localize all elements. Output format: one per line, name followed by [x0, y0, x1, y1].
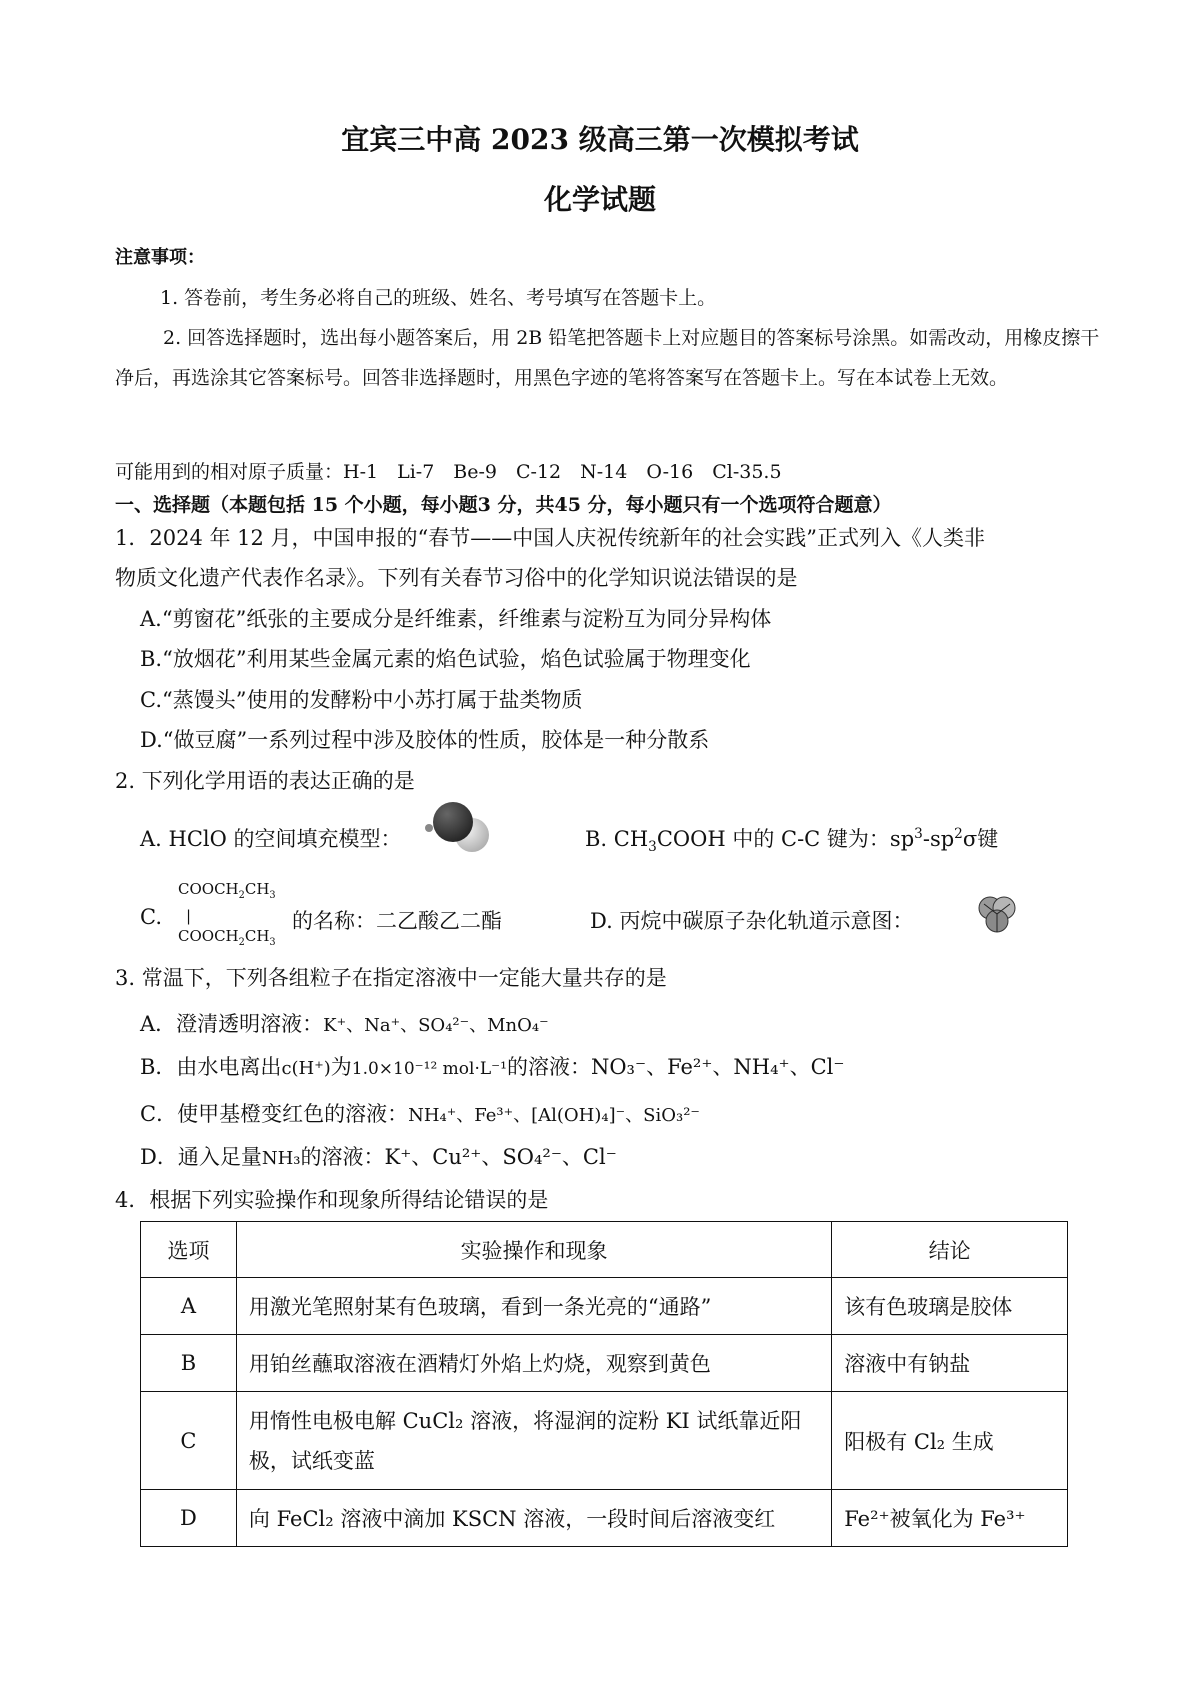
q3-b-label: B．由水电离出	[140, 1055, 282, 1079]
table-cell-option: D	[141, 1490, 237, 1547]
q2-option-b: B. $CH_3COOH$ 中的 C-C 键为：$sp^3-sp^2\sigma$键	[585, 826, 999, 856]
atomic-masses: 可能用到的相对原子质量：H-1 Li-7 Be-9 C-12 N-14 O-16 Cl-35.5	[115, 461, 782, 483]
table-header-row	[141, 1222, 1068, 1278]
q3-c-ions: NH₄⁺、Fe³⁺、[Al(OH)₄]⁻、SiO₃²⁻	[408, 1105, 700, 1126]
hclo-space-filling-model	[425, 802, 505, 862]
table-cell-operation: 用惰性电极电解 CuCl₂ 溶液，将湿润的淀粉 KI 试纸靠近阳极，试纸变蓝	[236, 1392, 831, 1490]
q2-option-c-label: C.	[140, 905, 162, 929]
table-cell-option: B	[141, 1335, 237, 1392]
table-cell-option: A	[141, 1278, 237, 1335]
q3-option-b	[140, 1051, 844, 1081]
q3-option-d	[140, 1141, 617, 1171]
exam-subtitle: 化学试题	[543, 183, 656, 216]
table-row	[141, 1392, 1068, 1490]
notes-item-2: 2. 回答选择题时，选出每小题答案后，用 2B 铅笔把答题卡上对应题目的答案标号涂黑。如需改动，用橡皮擦干净后，再选涂其它答案标号。回答非选择题时，用黑色字迹的笔将答案写在答题卡上。写在本试卷上无效。	[115, 327, 1100, 389]
notes-item-1: 1. 答卷前，考生务必将自己的班级、姓名、考号填写在答题卡上。	[160, 287, 717, 309]
table-cell-conclusion: Fe²⁺被氧化为 Fe³⁺	[832, 1490, 1068, 1547]
exam-title: 宜宾三中高 2023 级高三第一次模拟考试	[341, 123, 859, 156]
q2-c-top: COOCH	[178, 880, 239, 898]
table-cell-operation: 用激光笔照射某有色玻璃，看到一条光亮的“通路”	[236, 1278, 831, 1335]
q2-stem: 2. 下列化学用语的表达正确的是	[115, 769, 415, 793]
table-row	[141, 1278, 1068, 1335]
q3-option-c	[140, 1098, 700, 1128]
table-row	[141, 1490, 1068, 1547]
q2-option-a: A. HClO 的空间填充模型：	[140, 827, 402, 851]
q1-option-a: A.“剪窗花”纸张的主要成分是纤维素，纤维素与淀粉互为同分异构体	[140, 607, 772, 631]
section-heading: 一、选择题（本题包括 15 个小题，每小题3 分，共45 分，每小题只有一个选项符合题意）	[115, 494, 892, 516]
table-cell-option: C	[141, 1392, 237, 1490]
q2-b-post: -sp	[922, 827, 955, 851]
table-row	[141, 1335, 1068, 1392]
table-cell-conclusion: 溶液中有钠盐	[832, 1335, 1068, 1392]
q2-b-pre: B. CH	[585, 827, 649, 851]
table-header: 结论	[832, 1222, 1068, 1278]
q1-option-c: C.“蒸馒头”使用的发酵粉中小苏打属于盐类物质	[140, 688, 583, 712]
notes-heading: 注意事项：	[115, 247, 205, 268]
q3-a-label: A．澄清透明溶液：	[140, 1012, 324, 1036]
q3-b-end: 的溶液：NO₃⁻、Fe²⁺、NH₄⁺、Cl⁻	[506, 1055, 845, 1079]
q2-b-end: σ键	[962, 827, 999, 851]
q3-stem: 3. 常温下，下列各组粒子在指定溶液中一定能大量共存的是	[115, 966, 667, 990]
table-header: 选项	[141, 1222, 237, 1278]
q1-stem-line1: 1．2024 年 12 月，中国申报的“春节——中国人庆祝传统新年的社会实践”正式列入《人类非	[115, 526, 986, 550]
q3-d-label: D．通入足量	[140, 1145, 262, 1169]
table-cell-conclusion: 阳极有 Cl₂ 生成	[832, 1392, 1068, 1490]
q3-b-ch: c(H⁺)	[281, 1058, 331, 1079]
table-cell-operation: 用铂丝蘸取溶液在酒精灯外焰上灼烧，观察到黄色	[236, 1335, 831, 1392]
q4-stem: 4．根据下列实验操作和现象所得结论错误的是	[115, 1188, 549, 1212]
q3-c-label: C．使甲基橙变红色的溶液：	[140, 1102, 409, 1126]
q1-stem-line2: 物质文化遗产代表作名录》。下列有关春节习俗中的化学知识说法错误的是	[115, 566, 798, 590]
q2-option-c-text: 的名称：二乙酸乙二酯	[292, 909, 502, 933]
q3-a-ions: K⁺、Na⁺、SO₄²⁻、MnO₄⁻	[323, 1015, 549, 1036]
q3-d-nh3: NH₃	[261, 1148, 301, 1169]
table-cell-operation: 向 FeCl₂ 溶液中滴加 KSCN 溶液，一段时间后溶液变红	[236, 1490, 831, 1547]
q2-b-mid: COOH 中的 C-C 键为：sp	[656, 827, 915, 851]
ethylene-glycol-diacetate-structure: $COOCH_2CH_3$ | $COOCH_2CH_3$	[178, 880, 276, 948]
table-cell-conclusion: 该有色玻璃是胶体	[832, 1278, 1068, 1335]
q3-b-mid: 为	[330, 1055, 352, 1079]
q1-option-b: B.“放烟花”利用某些金属元素的焰色试验，焰色试验属于物理变化	[140, 647, 751, 671]
q2-option-d: D. 丙烷中碳原子杂化轨道示意图：	[590, 909, 914, 933]
q3-d-end: 的溶液：K⁺、Cu²⁺、SO₄²⁻、Cl⁻	[300, 1145, 617, 1169]
propane-hybrid-orbital-diagram	[970, 890, 1032, 942]
q3-option-a	[140, 1008, 549, 1038]
experiment-table	[140, 1221, 1068, 1547]
q3-b-conc: 1.0×10⁻¹² mol·L⁻¹	[351, 1059, 507, 1079]
table-header: 实验操作和现象	[236, 1222, 831, 1278]
q2-c-bottom: COOCH	[178, 927, 239, 945]
q1-option-d: D.“做豆腐”一系列过程中涉及胶体的性质，胶体是一种分散系	[140, 728, 710, 752]
